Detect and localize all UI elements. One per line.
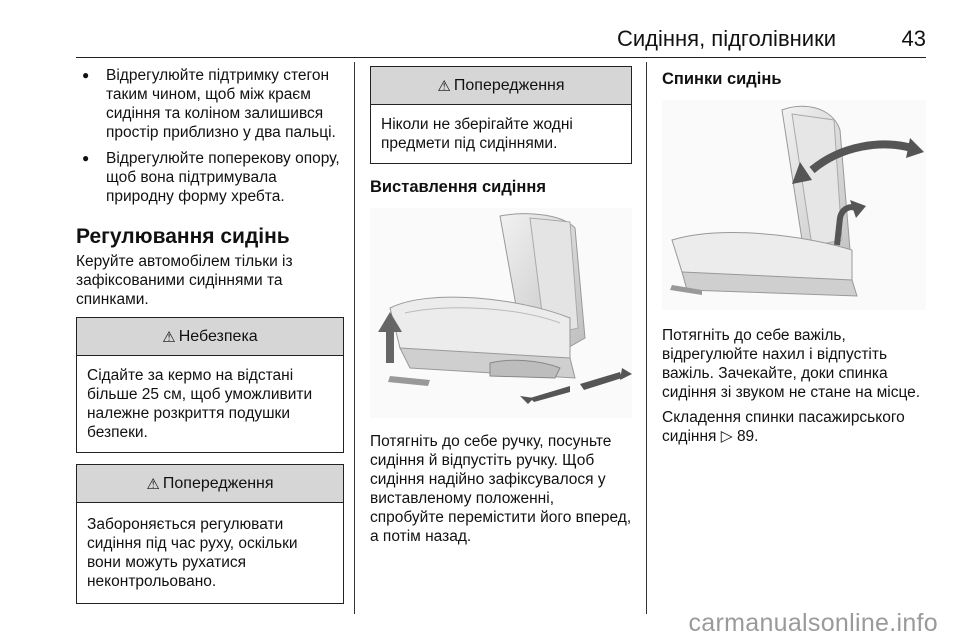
warning-box-text: Забороняється регулювати сидіння під час руху, оскільки вони можуть рухатися неконтрольовано. bbox=[87, 516, 298, 590]
warning-box-title: Попередження bbox=[162, 474, 274, 492]
backrest-illustration bbox=[662, 100, 926, 310]
warning-box-driving bbox=[76, 464, 344, 604]
warning-triangle-icon: ⚠ bbox=[437, 77, 451, 95]
column-divider-1 bbox=[354, 62, 355, 614]
bullet-list bbox=[76, 66, 344, 206]
danger-box bbox=[76, 317, 344, 453]
warning-triangle-icon: ⚠ bbox=[162, 328, 176, 346]
column-3 bbox=[662, 66, 926, 446]
page-title: Сидіння, підголівники bbox=[616, 26, 836, 51]
page-header bbox=[76, 22, 926, 58]
seat-slide-illustration bbox=[370, 208, 632, 418]
section-heading-seat-position: Виставлення сидіння bbox=[370, 178, 546, 196]
warning-triangle-icon: ⚠ bbox=[146, 475, 160, 493]
column-2 bbox=[370, 66, 632, 546]
header-rule bbox=[76, 57, 926, 58]
backrest-text: Потягніть до себе важіль, відрегулюйте нахил і відпустіть важіль. Зачекайте, доки спинка сидіння зі звуком не стане на місце. bbox=[662, 327, 921, 401]
danger-box-text: Сідайте за кермо на відстані більше 25 см, щоб уможливити належне розкриття подушки безпеки. bbox=[87, 367, 313, 441]
section-heading-seat-adjustment: Регулювання сидінь bbox=[76, 225, 290, 248]
column-1 bbox=[76, 66, 344, 604]
column-divider-2 bbox=[646, 62, 647, 614]
backrest-fold-reference: Складення спинки пасажирського сидіння ▷ 89. bbox=[662, 409, 905, 445]
danger-box-header bbox=[77, 318, 343, 356]
bullet-lumbar-support: ● Відрегулюйте поперекову опору, щоб вона підтримувала природну форму хребта. bbox=[76, 149, 344, 206]
page-number: 43 bbox=[901, 26, 926, 51]
warning-box-text: Ніколи не зберігайте жодні предмети під сидіннями. bbox=[381, 116, 573, 152]
warning-box-storage bbox=[370, 66, 632, 164]
watermark: carmanualsonline.info bbox=[688, 609, 938, 637]
danger-box-title: Небезпека bbox=[178, 327, 258, 345]
bullet-thigh-support: ● Відрегулюйте підтримку стегон таким чином, щоб між краєм сидіння та коліном залишився простір приблизно у два пальці. bbox=[76, 66, 344, 142]
section-heading-seat-backrests: Спинки сидінь bbox=[662, 70, 782, 88]
warning-box-header bbox=[371, 67, 631, 105]
warning-box-header bbox=[77, 465, 343, 503]
warning-box-title: Попередження bbox=[453, 76, 565, 94]
intro-text: Керуйте автомобілем тільки із зафіксованими сидіннями та спинками. bbox=[76, 253, 293, 308]
seat-position-text: Потягніть до себе ручку, посуньте сидіння й відпустіть ручку. Щоб сидіння надійно зафіксувалося у виставленому положенні, спробуйте перемістити його вперед, а потім назад. bbox=[370, 433, 632, 545]
